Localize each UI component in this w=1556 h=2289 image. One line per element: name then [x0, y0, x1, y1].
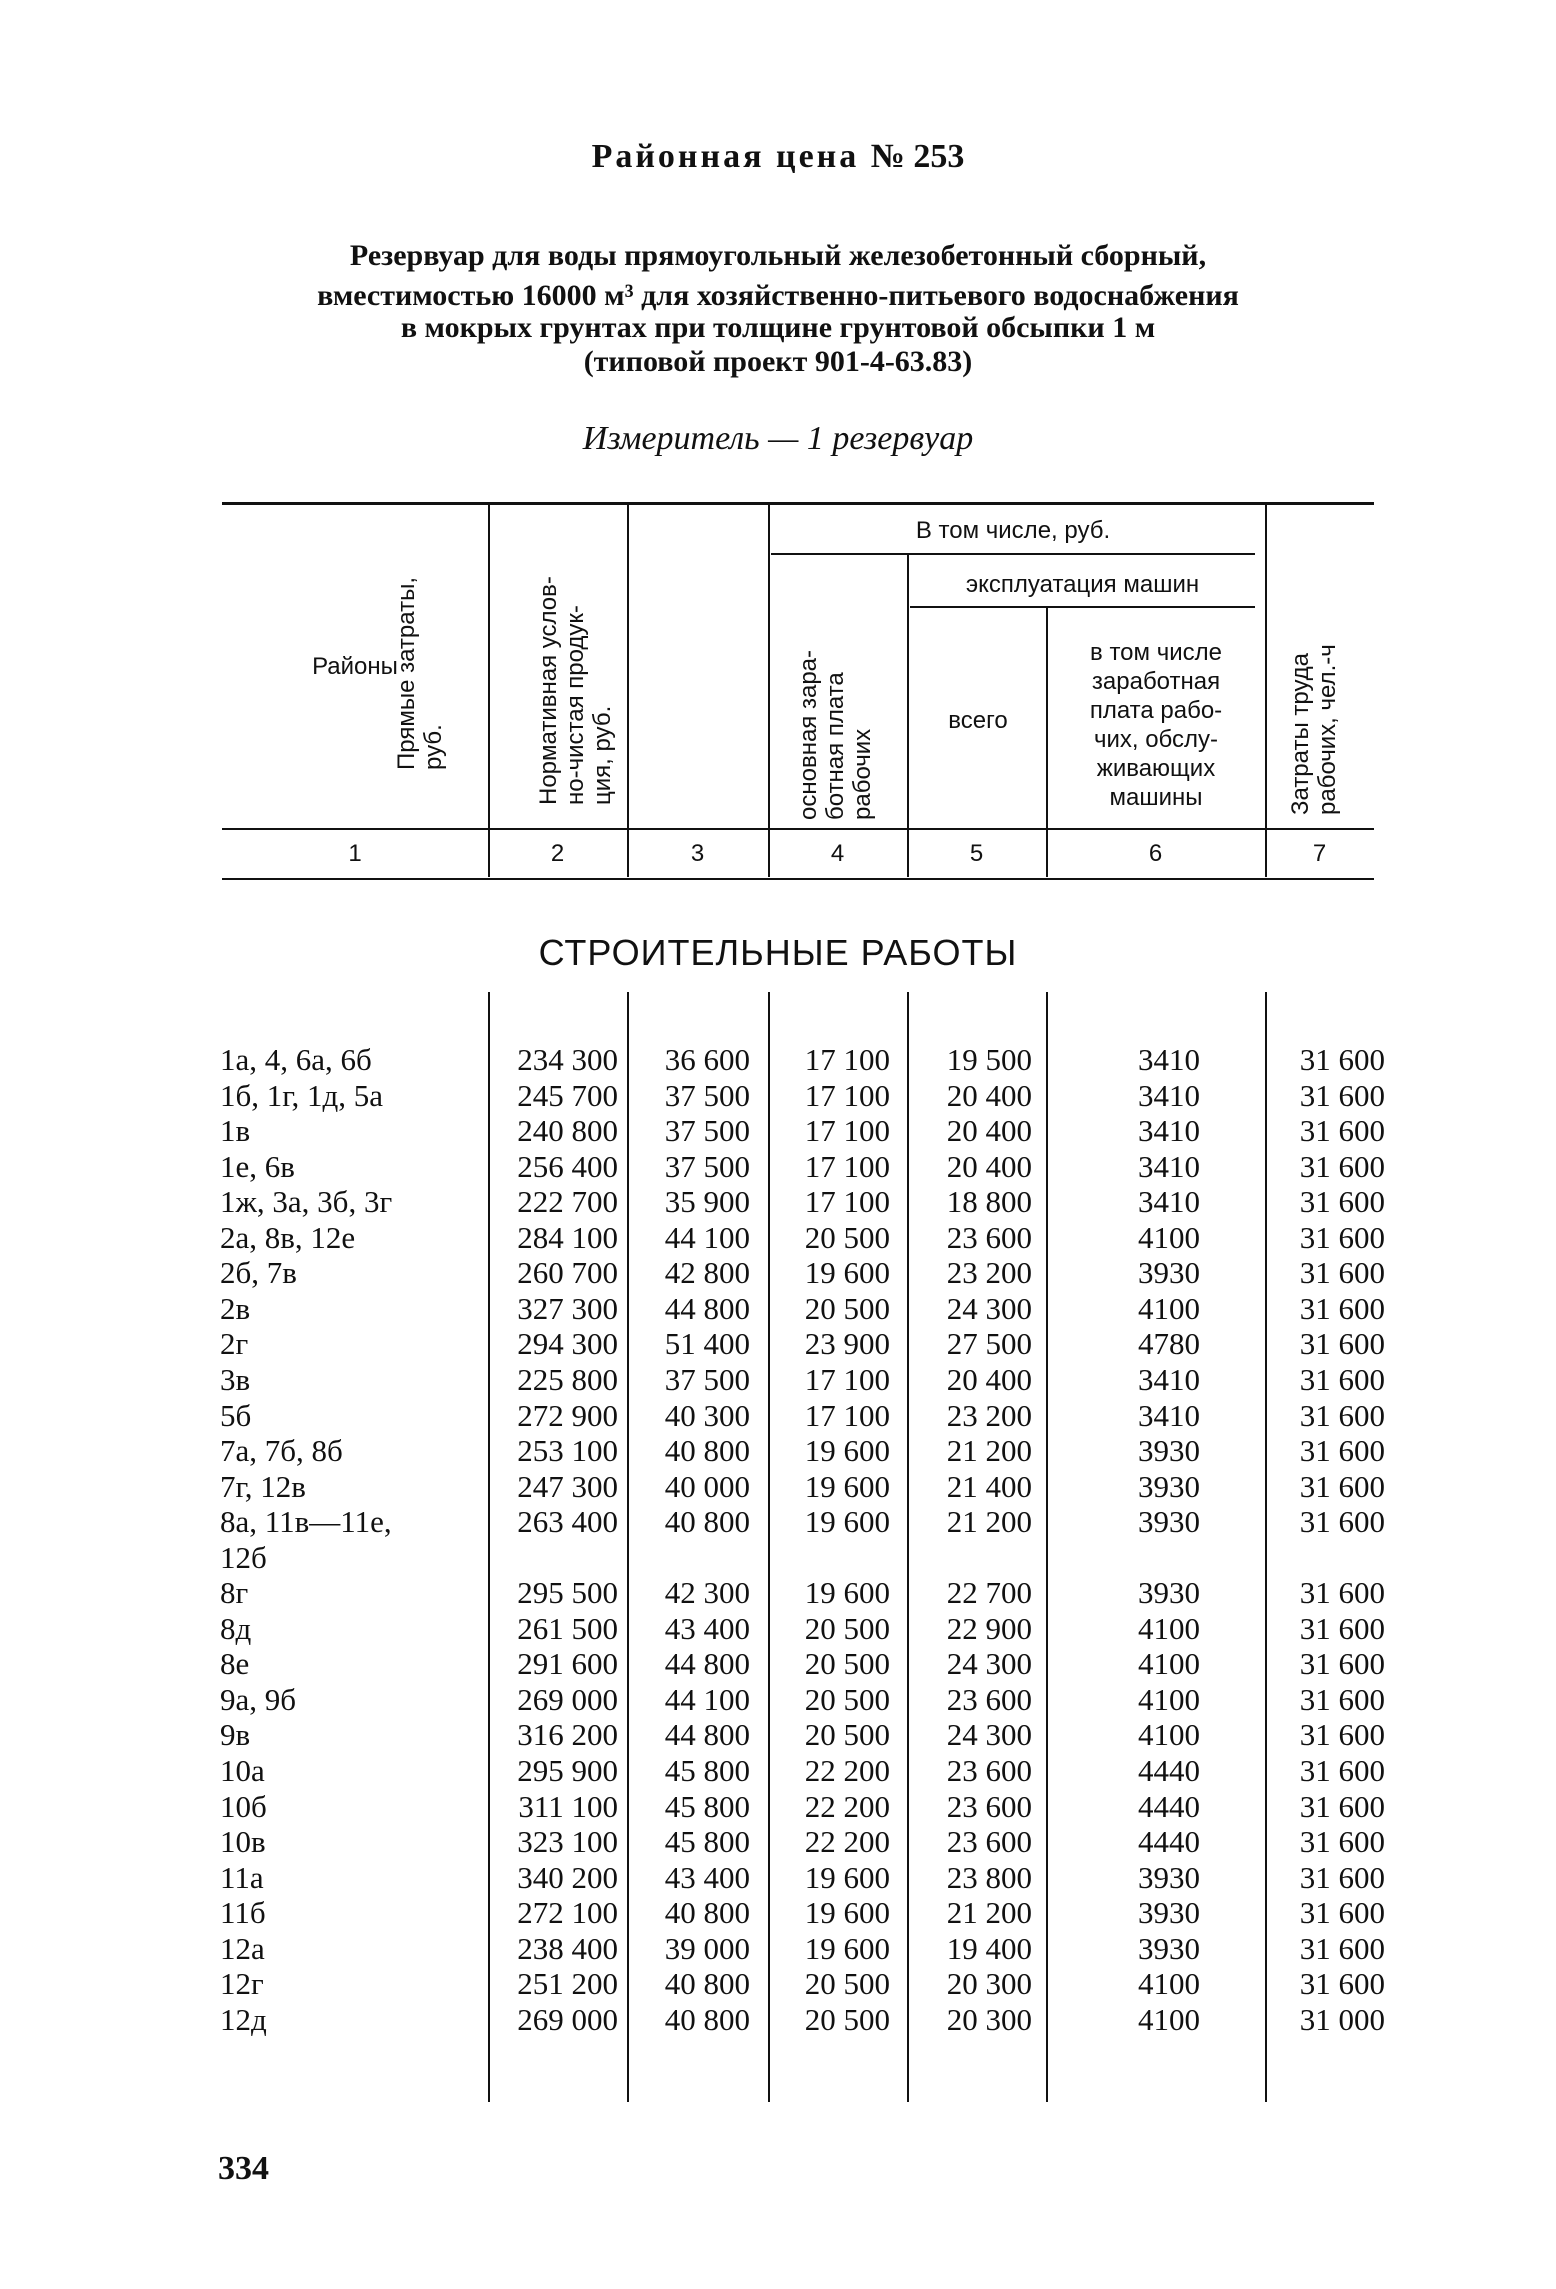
column-number-2: 2 [550, 840, 565, 867]
header-divider-4 [907, 555, 909, 877]
header-top-rule [222, 502, 1374, 505]
value-cell-c5: 20 300 [946, 2001, 1032, 2037]
header-divider-1 [488, 505, 490, 877]
region-cell: 1ж, 3а, 3б, 3г [220, 1184, 393, 1220]
value-cell-c2: 340 200 [517, 1859, 618, 1895]
table-row [0, 1717, 1556, 1753]
machines-rule [910, 606, 1255, 608]
value-cell-c3: 51 400 [664, 1326, 750, 1362]
value-cell-c5: 24 300 [946, 1717, 1032, 1753]
value-cell-c4: 19 600 [804, 1433, 890, 1469]
value-cell-c3: 35 900 [664, 1184, 750, 1220]
region-cell: 2в [220, 1290, 251, 1326]
header-bottom-rule [222, 828, 1374, 830]
value-cell-c3: 45 800 [664, 1824, 750, 1860]
value-cell-c2: 225 800 [517, 1361, 618, 1397]
table-row [0, 1362, 1556, 1398]
value-cell-c6: 3930 [1138, 1930, 1200, 1966]
value-cell-c2: 272 100 [517, 1895, 618, 1931]
header-divider-3 [768, 505, 770, 877]
value-cell-c5: 24 300 [946, 1290, 1032, 1326]
value-cell-c6: 3930 [1138, 1468, 1200, 1504]
value-cell-c2: 260 700 [517, 1255, 618, 1291]
value-cell-c5: 21 200 [946, 1433, 1032, 1469]
region-cell: 8а, 11в—11е, [220, 1504, 392, 1540]
header-machine-operation: эксплуатация машин [965, 571, 1200, 598]
header-normative-product: Нормативная услов- но-чистая продук- ция, руб. [535, 576, 616, 805]
value-cell-c6: 3930 [1138, 1504, 1200, 1540]
region-cell: 12б [220, 1539, 267, 1575]
value-cell-c6: 4440 [1138, 1753, 1200, 1788]
region-cell: 10в [220, 1824, 266, 1860]
section-title: СТРОИТЕЛЬНЫЕ РАБОТЫ [538, 932, 1018, 973]
value-cell-c3: 40 800 [664, 1966, 750, 2002]
region-cell: 1в [220, 1113, 251, 1149]
value-cell-c6: 4440 [1138, 1788, 1200, 1824]
value-cell-c3: 37 500 [664, 1077, 750, 1113]
value-cell-c5: 20 400 [946, 1113, 1032, 1149]
region-cell: 11б [220, 1895, 266, 1931]
value-cell-c4: 17 100 [804, 1113, 890, 1149]
value-cell-c3: 40 800 [664, 1504, 750, 1540]
region-cell: 2г [220, 1326, 249, 1362]
value-cell-c5: 23 800 [946, 1859, 1032, 1895]
table-row [0, 1184, 1556, 1220]
region-cell: 7г, 12в [220, 1468, 306, 1504]
table-row [0, 1860, 1556, 1896]
value-cell-c6: 4100 [1138, 1290, 1200, 1326]
value-cell-c4: 20 500 [804, 1610, 890, 1646]
region-cell: 8е [220, 1646, 250, 1682]
value-cell-c3: 44 800 [664, 1290, 750, 1326]
value-cell-c2: 238 400 [517, 1930, 618, 1966]
value-cell-c3: 42 800 [664, 1255, 750, 1291]
value-cell-c4: 19 600 [804, 1504, 890, 1540]
table-row [0, 1682, 1556, 1718]
value-cell-c7: 31 600 [1299, 1575, 1385, 1611]
region-cell: 2б, 7в [220, 1255, 297, 1291]
region-cell: 10б [220, 1788, 267, 1824]
value-cell-c4: 20 500 [804, 1717, 890, 1753]
subtitle-line-4: (типовой проект 901-4-63.83) [583, 345, 973, 378]
value-cell-c7: 31 000 [1299, 2001, 1385, 2037]
value-cell-c3: 43 400 [664, 1610, 750, 1646]
value-cell-c2: 251 200 [517, 1966, 618, 2002]
region-cell: 8д [220, 1610, 252, 1646]
subtitle-line-2: вместимостью 16000 м³ для хозяйственно-питьевого водоснабжения [317, 279, 1239, 312]
value-cell-c6: 3930 [1138, 1255, 1200, 1291]
value-cell-c7: 31 600 [1299, 1433, 1385, 1469]
column-number-7: 7 [1312, 840, 1327, 867]
value-cell-c7: 31 600 [1299, 1859, 1385, 1895]
value-cell-c5: 20 300 [946, 1966, 1032, 2002]
value-cell-c6: 3410 [1138, 1042, 1200, 1077]
value-cell-c2: 261 500 [517, 1610, 618, 1646]
region-cell: 2а, 8в, 12е [220, 1219, 356, 1255]
value-cell-c4: 17 100 [804, 1397, 890, 1433]
value-cell-c6: 3930 [1138, 1895, 1200, 1931]
region-cell: 3в [220, 1361, 251, 1397]
value-cell-c6: 4100 [1138, 1610, 1200, 1646]
column-number-rule [222, 878, 1374, 880]
value-cell-c7: 31 600 [1299, 1113, 1385, 1149]
value-cell-c7: 31 600 [1299, 1255, 1385, 1291]
column-number-5: 5 [969, 840, 984, 867]
value-cell-c2: 269 000 [517, 1681, 618, 1717]
value-cell-c3: 44 100 [664, 1219, 750, 1255]
column-number-3: 3 [690, 840, 705, 867]
value-cell-c4: 23 900 [804, 1326, 890, 1362]
table-row [0, 1789, 1556, 1825]
table-row [0, 1291, 1556, 1327]
value-cell-c6: 4100 [1138, 1646, 1200, 1682]
value-cell-c7: 31 600 [1299, 1681, 1385, 1717]
value-cell-c2: 247 300 [517, 1468, 618, 1504]
value-cell-c2: 316 200 [517, 1717, 618, 1753]
value-cell-c7: 31 600 [1299, 1717, 1385, 1753]
header-including: В том числе, руб. [915, 517, 1111, 544]
value-cell-c7: 31 600 [1299, 1184, 1385, 1220]
header-base-salary: основная зара- ботная плата рабочих [795, 649, 876, 820]
page-title [0, 138, 1556, 176]
value-cell-c3: 40 800 [664, 1895, 750, 1931]
table-row [0, 1469, 1556, 1505]
value-cell-c7: 31 600 [1299, 1219, 1385, 1255]
including-rule [771, 553, 1255, 555]
value-cell-c4: 20 500 [804, 1966, 890, 2002]
value-cell-c3: 37 500 [664, 1148, 750, 1184]
value-cell-c4: 22 200 [804, 1824, 890, 1860]
value-cell-c3: 43 400 [664, 1859, 750, 1895]
value-cell-c6: 4100 [1138, 1219, 1200, 1255]
value-cell-c5: 21 400 [946, 1468, 1032, 1504]
value-cell-c3: 40 000 [664, 1468, 750, 1504]
value-cell-c7: 31 600 [1299, 1148, 1385, 1184]
value-cell-c4: 17 100 [804, 1148, 890, 1184]
value-cell-c4: 19 600 [804, 1859, 890, 1895]
table-row [0, 1149, 1556, 1185]
value-cell-c6: 4780 [1138, 1326, 1200, 1362]
region-cell: 11а [220, 1859, 264, 1895]
value-cell-c7: 31 600 [1299, 1646, 1385, 1682]
value-cell-c3: 44 100 [664, 1681, 750, 1717]
table-row [0, 1326, 1556, 1362]
region-cell: 5б [220, 1397, 252, 1433]
region-cell: 1б, 1г, 1д, 5а [220, 1077, 384, 1113]
table-row [0, 1255, 1556, 1291]
value-cell-c4: 17 100 [804, 1184, 890, 1220]
value-cell-c2: 245 700 [517, 1077, 618, 1113]
value-cell-c6: 3930 [1138, 1575, 1200, 1611]
value-cell-c5: 27 500 [946, 1326, 1032, 1362]
value-cell-c5: 21 200 [946, 1504, 1032, 1540]
value-cell-c6: 3930 [1138, 1433, 1200, 1469]
value-cell-c6: 3410 [1138, 1077, 1200, 1113]
value-cell-c2: 222 700 [517, 1184, 618, 1220]
header-divider-6 [1265, 505, 1267, 877]
value-cell-c5: 23 600 [946, 1753, 1032, 1788]
table-row [0, 2002, 1556, 2038]
value-cell-c2: 323 100 [517, 1824, 618, 1860]
header-total: всего [948, 707, 1008, 734]
value-cell-c6: 4100 [1138, 2001, 1200, 2037]
value-cell-c4: 19 600 [804, 1930, 890, 1966]
header-divider-2 [627, 505, 629, 877]
column-number-1: 1 [348, 840, 362, 867]
table-row [0, 1398, 1556, 1434]
value-cell-c7: 31 600 [1299, 1397, 1385, 1433]
value-cell-c6: 3410 [1138, 1397, 1200, 1433]
table-row [0, 1433, 1556, 1469]
value-cell-c7: 31 600 [1299, 1361, 1385, 1397]
header-direct-costs: Прямые затраты, руб. [393, 577, 447, 770]
value-cell-c2: 253 100 [517, 1433, 618, 1469]
value-cell-c5: 22 700 [946, 1575, 1032, 1611]
value-cell-c5: 23 600 [946, 1788, 1032, 1824]
region-cell: 9а, 9б [220, 1681, 297, 1717]
value-cell-c4: 17 100 [804, 1077, 890, 1113]
table-row [0, 1753, 1556, 1789]
value-cell-c3: 37 500 [664, 1361, 750, 1397]
region-cell: 9в [220, 1717, 251, 1753]
value-cell-c3: 42 300 [664, 1575, 750, 1611]
value-cell-c5: 18 800 [946, 1184, 1032, 1220]
value-cell-c5: 20 400 [946, 1361, 1032, 1397]
value-cell-c7: 31 600 [1299, 1895, 1385, 1931]
value-cell-c5: 22 900 [946, 1610, 1032, 1646]
column-number-4: 4 [830, 840, 845, 867]
value-cell-c2: 284 100 [517, 1219, 618, 1255]
value-cell-c5: 23 600 [946, 1824, 1032, 1860]
value-cell-c4: 22 200 [804, 1788, 890, 1824]
value-cell-c2: 256 400 [517, 1148, 618, 1184]
table-row [0, 1042, 1556, 1078]
value-cell-c2: 240 800 [517, 1113, 618, 1149]
value-cell-c6: 4100 [1138, 1681, 1200, 1717]
value-cell-c6: 3410 [1138, 1361, 1200, 1397]
value-cell-c5: 23 600 [946, 1219, 1032, 1255]
value-cell-c3: 45 800 [664, 1788, 750, 1824]
table-row [0, 1611, 1556, 1647]
table-row [0, 1575, 1556, 1611]
value-cell-c4: 22 200 [804, 1753, 890, 1788]
value-cell-c7: 31 600 [1299, 1753, 1385, 1788]
table-row [0, 1931, 1556, 1967]
value-cell-c3: 36 600 [664, 1042, 750, 1077]
title-prefix: Районная цена [591, 138, 860, 175]
value-cell-c3: 45 800 [664, 1753, 750, 1788]
value-cell-c5: 23 200 [946, 1397, 1032, 1433]
value-cell-c2: 234 300 [517, 1042, 618, 1077]
value-cell-c6: 3930 [1138, 1859, 1200, 1895]
value-cell-c5: 19 400 [946, 1930, 1032, 1966]
region-cell: 12а [220, 1930, 265, 1966]
value-cell-c2: 295 900 [517, 1753, 618, 1788]
value-cell-c3: 40 800 [664, 1433, 750, 1469]
value-cell-c5: 19 500 [946, 1042, 1032, 1077]
value-cell-c7: 31 600 [1299, 1468, 1385, 1504]
table-row [0, 1078, 1556, 1114]
value-cell-c3: 37 500 [664, 1113, 750, 1149]
value-cell-c5: 23 600 [946, 1681, 1032, 1717]
region-cell: 7а, 7б, 8б [220, 1433, 343, 1469]
value-cell-c4: 19 600 [804, 1255, 890, 1291]
value-cell-c7: 31 600 [1299, 1290, 1385, 1326]
value-cell-c4: 20 500 [804, 2001, 890, 2037]
title-number: № 253 [870, 138, 965, 175]
region-cell: 1а, 4, 6а, 6б [220, 1042, 372, 1077]
region-cell: 12г [220, 1966, 264, 2002]
value-cell-c4: 20 500 [804, 1681, 890, 1717]
value-cell-c3: 40 300 [664, 1397, 750, 1433]
value-cell-c4: 19 600 [804, 1895, 890, 1931]
value-cell-c7: 31 600 [1299, 1504, 1385, 1540]
value-cell-c3: 44 800 [664, 1646, 750, 1682]
value-cell-c6: 4100 [1138, 1717, 1200, 1753]
table-row [0, 1824, 1556, 1860]
value-cell-c5: 24 300 [946, 1646, 1032, 1682]
value-cell-c4: 20 500 [804, 1290, 890, 1326]
value-cell-c2: 327 300 [517, 1290, 618, 1326]
value-cell-c5: 20 400 [946, 1077, 1032, 1113]
value-cell-c4: 19 600 [804, 1468, 890, 1504]
column-number-6: 6 [1148, 840, 1163, 867]
value-cell-c3: 44 800 [664, 1717, 750, 1753]
value-cell-c2: 291 600 [517, 1646, 618, 1682]
value-cell-c5: 23 200 [946, 1255, 1032, 1291]
table-row [0, 1220, 1556, 1256]
value-cell-c7: 31 600 [1299, 1966, 1385, 2002]
value-cell-c5: 20 400 [946, 1148, 1032, 1184]
value-cell-c2: 295 500 [517, 1575, 618, 1611]
subtitle-line-1: Резервуар для воды прямоугольный железобетонный сборный, [349, 239, 1207, 272]
page-number: 334 [218, 2150, 269, 2187]
table-row [0, 1646, 1556, 1682]
value-cell-c6: 4440 [1138, 1824, 1200, 1860]
header-regions: Районы [312, 653, 398, 680]
value-cell-c6: 3410 [1138, 1113, 1200, 1149]
value-cell-c7: 31 600 [1299, 1788, 1385, 1824]
value-cell-c4: 17 100 [804, 1042, 890, 1077]
table-row [0, 1895, 1556, 1931]
value-cell-c6: 3410 [1138, 1184, 1200, 1220]
value-cell-c2: 272 900 [517, 1397, 618, 1433]
value-cell-c2: 294 300 [517, 1326, 618, 1362]
subtitle-line-3: в мокрых грунтах при толщине грунтовой обсыпки 1 м [400, 311, 1156, 344]
value-cell-c6: 3410 [1138, 1148, 1200, 1184]
measure-unit: Измеритель — 1 резервуар [582, 420, 974, 457]
value-cell-c7: 31 600 [1299, 1610, 1385, 1646]
value-cell-c4: 20 500 [804, 1219, 890, 1255]
value-cell-c3: 39 000 [664, 1930, 750, 1966]
value-cell-c5: 21 200 [946, 1895, 1032, 1931]
value-cell-c4: 20 500 [804, 1646, 890, 1682]
table-row [0, 1504, 1556, 1540]
value-cell-c4: 17 100 [804, 1361, 890, 1397]
table-row [0, 1113, 1556, 1149]
value-cell-c7: 31 600 [1299, 1930, 1385, 1966]
value-cell-c2: 311 100 [518, 1788, 618, 1824]
value-cell-c3: 40 800 [664, 2001, 750, 2037]
value-cell-c7: 31 600 [1299, 1326, 1385, 1362]
table-row [0, 1966, 1556, 2002]
region-cell: 10а [220, 1753, 265, 1788]
value-cell-c6: 4100 [1138, 1966, 1200, 2002]
header-including-salary: в том числе заработная плата рабо- чих, обслу- живающих машины [1089, 639, 1223, 811]
table-row [0, 1540, 1556, 1576]
region-cell: 8г [220, 1575, 249, 1611]
region-cell: 1е, 6в [220, 1148, 295, 1184]
value-cell-c7: 31 600 [1299, 1077, 1385, 1113]
value-cell-c2: 263 400 [517, 1504, 618, 1540]
region-cell: 12д [220, 2001, 267, 2037]
header-labor-costs: Затраты труда рабочих, чел.-ч [1287, 644, 1341, 815]
value-cell-c7: 31 600 [1299, 1824, 1385, 1860]
value-cell-c4: 19 600 [804, 1575, 890, 1611]
value-cell-c2: 269 000 [517, 2001, 618, 2037]
value-cell-c7: 31 600 [1299, 1042, 1385, 1077]
